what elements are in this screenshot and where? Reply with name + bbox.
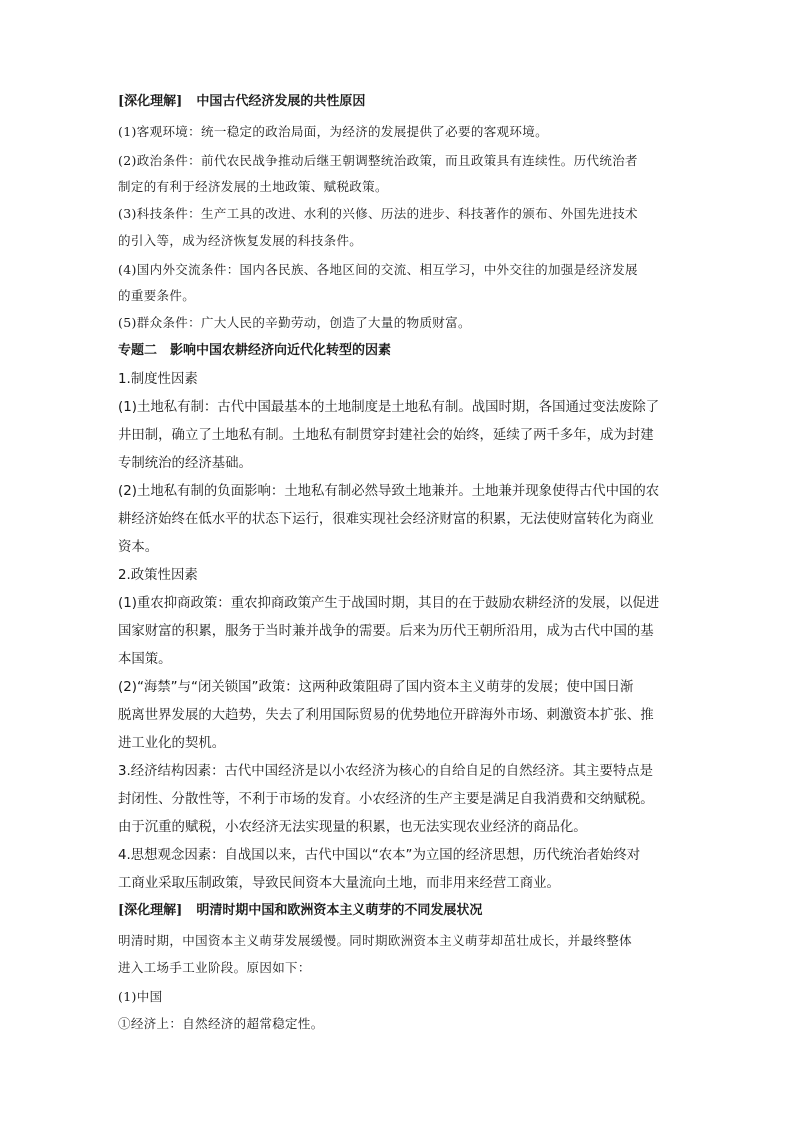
paragraph-line: 进工业化的契机。 [118,736,226,751]
paragraph-line: 明清时期，中国资本主义萌芽发展缓慢。同时期欧洲资本主义萌芽却茁壮成长，并最终整体 [118,933,633,948]
paragraph-line: 耕经济始终在低水平的状态下运行，很难实现社会经济财富的积累，无法使财富转化为商业 [118,512,654,527]
paragraph-line: 的重要条件。 [118,288,196,303]
paragraph-line: 脱离世界发展的大趋势，失去了利用国际贸易的优势地位开辟海外市场、刺激资本扩张、推 [118,708,654,723]
heading-tag: [深化理解] [118,94,183,109]
paragraph-line: 4.思想观念因素：自战国以来，古代中国以“农本”为立国的经济思想，历代统治者始终对 [118,848,641,863]
subheading-institutional: 1.制度性因素 [118,372,198,387]
paragraph-line: (2)政治条件：前代农民战争推动后继王朝调整统治政策，而且政策具有连续性。历代统治者 [118,153,638,168]
paragraph-line: 由于沉重的赋税，小农经济无法实现量的积累，也无法实现农业经济的商品化。 [118,820,587,835]
paragraph-line: ①经济上：自然经济的超常稳定性。 [118,1016,324,1031]
topic-title: 专题二 影响中国农耕经济向近代化转型的因素 [118,343,392,358]
heading-title: 明清时期中国和欧洲资本主义萌芽的不同发展状况 [196,903,483,918]
paragraph-line: (1)重农抑商政策：重农抑商政策产生于战国时期，其目的在于鼓励农耕经济的发展，以促进 [118,596,660,611]
paragraph-line: 的引入等，成为经济恢复发展的科技条件。 [118,233,363,248]
paragraph-line: (1)中国 [118,989,163,1004]
heading-title: 中国古代经济发展的共性原因 [196,94,366,109]
paragraph-line: 专制统治的经济基础。 [118,456,252,471]
paragraph-line: (2)土地私有制的负面影响：土地私有制必然导致土地兼并。土地兼并现象使得古代中国的农 [118,484,660,499]
section-heading-common-causes [118,93,365,111]
paragraph-line: 进入工场手工业阶段。原因如下： [118,960,311,975]
paragraph-line: 资本。 [118,540,159,555]
paragraph-line: (2)“海禁”与“闭关锁国”政策：这两种政策阻碍了国内资本主义萌芽的发展；使中国日渐 [118,680,634,695]
paragraph-line: (3)科技条件：生产工具的改进、水利的兴修、历法的进步、科技著作的颁布、外国先进技术 [118,206,638,221]
paragraph-line: (1)客观环境：统一稳定的政治局面，为经济的发展提供了必要的客观环境。 [118,124,548,139]
paragraph-line: 工商业采取压制政策，导致民间资本大量流向土地，而非用来经营工商业。 [118,876,560,891]
paragraph-line: (1)土地私有制：古代中国最基本的土地制度是土地私有制。战国时期，各国通过变法废除了 [118,400,660,415]
paragraph-line: 本国策。 [118,652,172,667]
paragraph-line: (4)国内外交流条件：国内各民族、各地区间的交流、相互学习，中外交往的加强是经济发展 [118,262,638,277]
paragraph-line: 国家财富的积累，服务于当时兼并战争的需要。后来为历代王朝所沿用，成为古代中国的基 [118,624,654,639]
paragraph-line: 制定的有利于经济发展的土地政策、赋税政策。 [118,179,388,194]
paragraph-line: 3.经济结构因素：古代中国经济是以小农经济为核心的自给自足的自然经济。其主要特点是 [118,764,654,779]
section-heading-sprouts [118,902,482,920]
paragraph-line: (5)群众条件：广大人民的辛勤劳动，创造了大量的物质财富。 [118,315,471,330]
subheading-policy: 2.政策性因素 [118,568,198,583]
paragraph-line: 井田制，确立了土地私有制。土地私有制贯穿封建社会的始终，延续了两千多年，成为封建 [118,428,654,443]
heading-tag: [深化理解] [118,903,183,918]
paragraph-line: 封闭性、分散性等，不利于市场的发育。小农经济的生产主要是满足自我消费和交纳赋税。 [118,792,654,807]
